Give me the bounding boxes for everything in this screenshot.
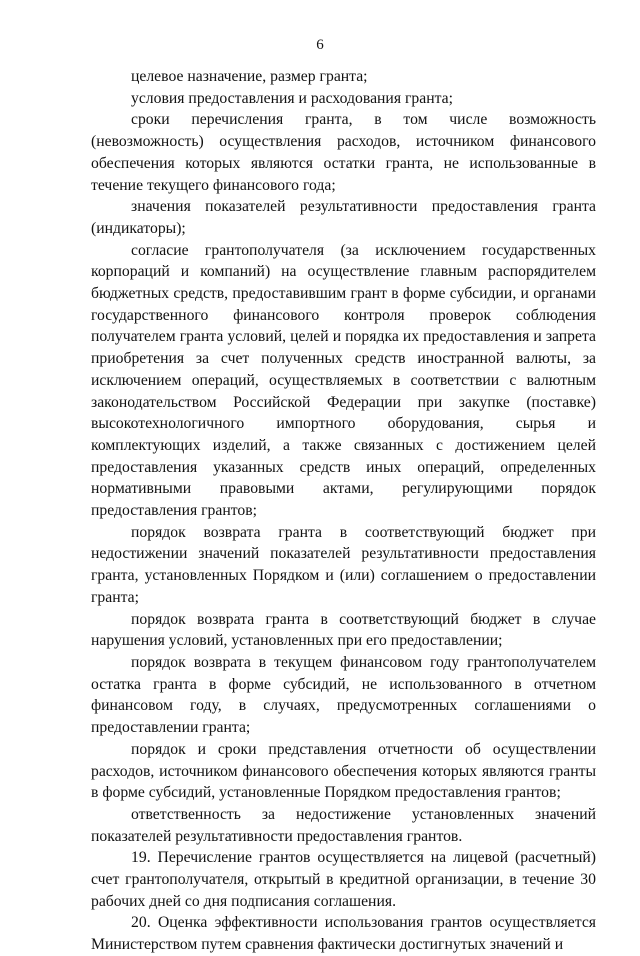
- paragraph-section-19: 19. Перечисление грантов осуществляется на лицевой (расчетный) счет грантополучателя, открытый в кредитной организации, в течение 30 рабочих дней со дня подписания соглашения.: [91, 849, 596, 910]
- paragraph-section-20: 20. Оценка эффективности использования грантов осуществляется Министерством путем сравнения фактически достигнутых значений и: [91, 914, 596, 954]
- paragraph: целевое назначение, размер гранта;: [131, 68, 368, 85]
- paragraph: порядок возврата гранта в соответствующий бюджет при недостижении значений показателей результативности предоставления гранта, установленных Порядком и (или) соглашением о предоставлении гранта;: [91, 523, 596, 606]
- paragraph: порядок возврата в текущем финансовом году грантополучателем остатка гранта в форме субсидий, не использованного в отчетном финансовом году, в случаях, предусмотренных соглашениями о предоставлении гранта;: [91, 653, 596, 737]
- document-body: [91, 66, 596, 956]
- paragraph: порядок и сроки представления отчетности об осуществлении расходов, источником финансового обеспечения которых являются гранты в форме субсидий, установленные Порядком предоставления грантов;: [91, 740, 596, 802]
- paragraph: условия предоставления и расходования гранта;: [131, 89, 453, 107]
- paragraph: порядок возврата гранта в соответствующий бюджет в случае нарушения условий, установленных при его предоставлении;: [91, 610, 596, 650]
- paragraph: ответственность за недостижение установленных значений показателей результативности предоставления грантов.: [91, 805, 596, 845]
- paragraph: сроки перечисления гранта, в том числе возможность (невозможность) осуществления расходов, источником финансового обеспечения которых являются остатки гранта, не использованные в течение текущего финансового года;: [91, 111, 596, 194]
- paragraph: согласие грантополучателя (за исключением государственных корпораций и компаний) на осуществление главным распорядителем бюджетных средств, предоставившим грант в форме субсидии, и органами государственного финансового контроля проверок соблюдения получателем гранта условий, целей и порядка их предоставления и запрета приобретения за счет полученных средств иностранной валюты, за исключением операций, осуществляемых в соответствии с валютным законодательством Российской Федерации при закупке (поставке) высокотехнологичного импортного оборудования, сырья и комплектующих изделий, а также связанных с достижением целей предоставления указанных средств иных операций, определенных нормативными правовыми актами, регулирующими порядок предоставления грантов;: [91, 241, 596, 520]
- page-number: 6: [316, 37, 324, 53]
- paragraph: значения показателей результативности предоставления гранта (индикаторы);: [91, 198, 596, 237]
